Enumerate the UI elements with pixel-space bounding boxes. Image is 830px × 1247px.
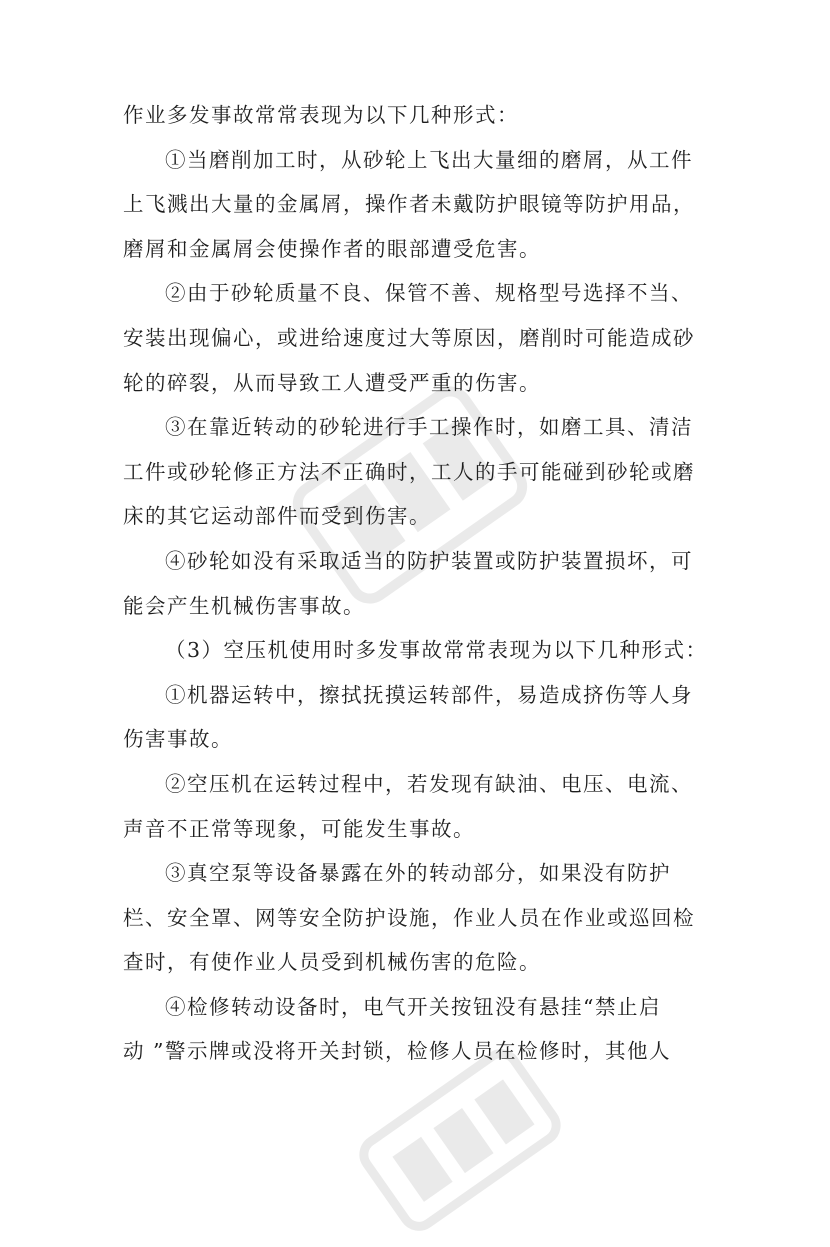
text-line-19: 栏、安全罩、网等安全防护设施，作业人员在作业或巡回检 [123, 905, 695, 930]
text-line-8: ③在靠近转动的砂轮进行手工操作时，如磨工具、清洁 [165, 415, 693, 440]
text-line-12: 能会产生机械伤害事故。 [123, 593, 365, 618]
text-line-10: 床的其它运动部件而受到伤害。 [123, 504, 431, 529]
text-line-21: ④检修转动设备时，电气开关按钮没有悬挂“禁止启 [165, 994, 661, 1019]
text-line-9: 工件或砂轮修正方法不正确时，工人的手可能碰到砂轮或磨 [123, 459, 695, 484]
text-line-2: ①当磨削加工时，从砂轮上飞出大量细的磨屑，从工件 [165, 147, 693, 172]
text-line-17: 声音不正常等现象，可能发生事故。 [123, 816, 475, 841]
text-line-13: （3）空压机使用时多发事故常常表现为以下几种形式： [165, 638, 708, 663]
text-line-18: ③真空泵等设备暴露在外的转动部分，如果没有防护 [165, 861, 671, 886]
text-line-22: 动 ”警示牌或没将开关封锁，检修人员在检修时，其他人 [123, 1039, 671, 1064]
text-line-3: 上飞溅出大量的金属屑，操作者未戴防护眼镜等防护用品， [123, 192, 695, 217]
text-line-15: 伤害事故。 [123, 727, 233, 752]
body-text [123, 93, 715, 1074]
text-line-5: ②由于砂轮质量不良、保管不善、规格型号选择不当、 [165, 281, 693, 306]
text-line-11: ④砂轮如没有采取适当的防护装置或防护装置损坏，可 [165, 548, 693, 573]
text-line-20: 查时，有使作业人员受到机械伤害的危险。 [123, 950, 541, 975]
text-line-6: 安装出现偏心，或进给速度过大等原因，磨削时可能造成砂 [123, 325, 695, 350]
text-line-14: ①机器运转中，擦拭抚摸运转部件，易造成挤伤等人身 [165, 682, 693, 707]
text-line-4: 磨屑和金属屑会使操作者的眼部遭受危害。 [123, 236, 541, 261]
text-line-16: ②空压机在运转过程中，若发现有缺油、电压、电流、 [165, 771, 693, 796]
text-line-1: 作业多发事故常常表现为以下几种形式： [123, 103, 519, 127]
text-line-7: 轮的碎裂，从而导致工人遭受严重的伤害。 [123, 370, 541, 395]
